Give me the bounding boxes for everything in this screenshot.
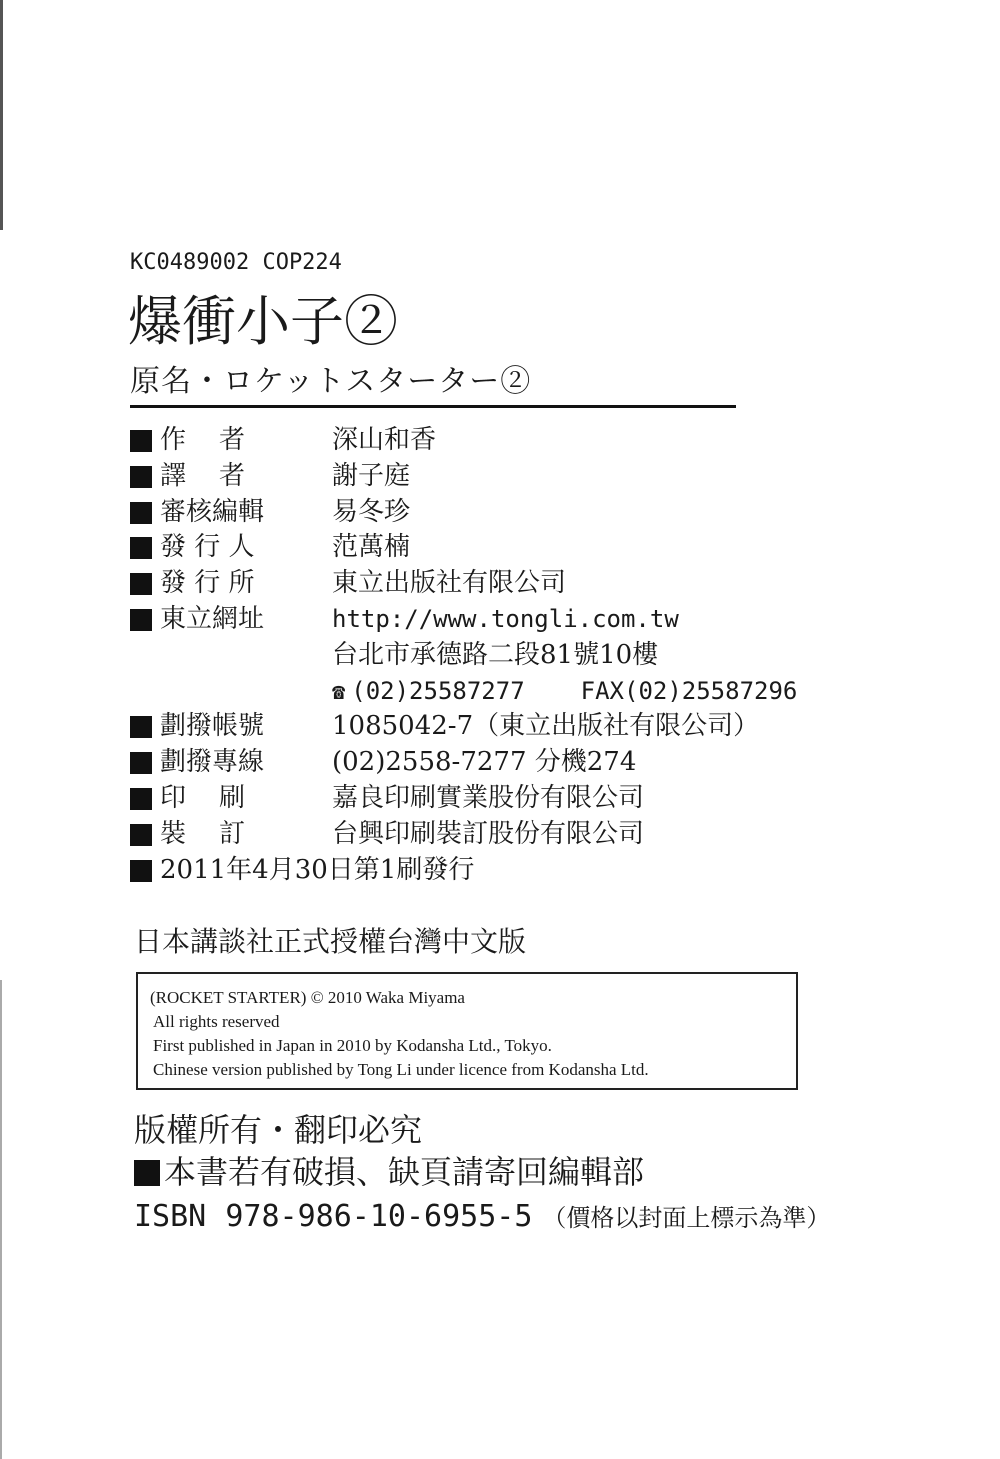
bullet-square-icon (130, 466, 152, 488)
credit-value: 范萬楠 (332, 532, 411, 563)
isbn-number: 978-986-10-6955-5 (225, 1199, 533, 1234)
page-edge-dark (0, 0, 3, 230)
credit-value: 台興印刷裝訂股份有限公司 (332, 818, 645, 849)
copyright-line: (ROCKET STARTER) © 2010 Waka Miyama (150, 988, 465, 1007)
credit-label: 作 者 (160, 425, 246, 455)
address-row (130, 637, 850, 673)
fax-number: FAX(02)25587296 (580, 676, 798, 705)
bullet-square-icon (130, 788, 152, 810)
damage-notice-text: 本書若有破損、缺頁請寄回編輯部 (164, 1153, 645, 1191)
credit-label: 裝 訂 (160, 818, 246, 849)
page-edge-light (0, 980, 2, 1459)
credit-label: 印 刷 (160, 782, 246, 813)
credit-value: 謝子庭 (332, 460, 411, 491)
catalog-code: KC0489002 COP224 (130, 250, 342, 275)
website-link[interactable]: http://www.tongli.com.tw (332, 604, 679, 633)
bullet-square-icon (130, 537, 152, 559)
bullet-square-icon (134, 1160, 160, 1186)
credit-label: 發 行 所 (160, 568, 255, 599)
credit-row-binding (130, 816, 850, 852)
telephone-icon: ☎ (332, 679, 346, 705)
credit-row-editor (130, 494, 850, 530)
credit-value: (02)2558-7277 分機274 (332, 747, 637, 778)
credit-row-author (130, 422, 850, 458)
bullet-square-icon (130, 430, 152, 452)
copyright-box (136, 972, 798, 1090)
credit-row-translator (130, 458, 850, 494)
phone-fax-line (332, 673, 797, 711)
isbn-line (134, 1195, 830, 1240)
credit-label: 東立網址 (160, 603, 265, 634)
bullet-square-icon (130, 860, 152, 882)
credit-value: 深山和香 (332, 425, 437, 455)
original-title: 原名・ロケットスターター② (130, 364, 532, 399)
credit-row-publisher-person (130, 529, 850, 565)
copyright-line: Chinese version published by Tong Li under licence from Kodansha Ltd. (153, 1060, 649, 1079)
credit-label: 譯 者 (160, 460, 246, 491)
address: 台北市承德路二段81號10樓 (332, 639, 659, 670)
page-edge (0, 0, 3, 1459)
book-title: 爆衝小子② (128, 290, 398, 353)
phone-number: (02)25587277 (351, 676, 525, 705)
license-statement: 日本講談社正式授權台灣中文版 (134, 925, 527, 958)
credit-row-printing (130, 780, 850, 816)
damage-notice (134, 1150, 644, 1194)
copyright-line: All rights reserved (153, 1012, 280, 1031)
credit-label: 發 行 人 (160, 532, 255, 563)
first-edition-row (130, 852, 850, 888)
credit-value: 易冬珍 (332, 496, 411, 527)
credit-value: 嘉良印刷實業股份有限公司 (332, 782, 645, 813)
credit-value: 1085042-7（東立出版社有限公司） (332, 711, 760, 742)
credits-list (130, 422, 850, 887)
credit-label: 劃撥專線 (160, 747, 265, 778)
credit-row-publisher (130, 565, 850, 601)
copyright-line: First published in Japan in 2010 by Kodansha Ltd., Tokyo. (153, 1036, 552, 1055)
credit-row-website (130, 601, 850, 637)
credit-label: 審核編輯 (160, 496, 265, 527)
bullet-square-icon (130, 716, 152, 738)
credit-row-hotline (130, 744, 850, 780)
credit-label: 劃撥帳號 (160, 711, 265, 742)
rights-reserved: 版權所有・翻印必究 (134, 1111, 423, 1149)
title-rule (130, 405, 736, 408)
bullet-square-icon (130, 609, 152, 631)
bullet-square-icon (130, 573, 152, 595)
bullet-square-icon (130, 824, 152, 846)
phone-row (130, 673, 850, 709)
price-note: （價格以封面上標示為準） (542, 1204, 831, 1232)
credit-row-account (130, 708, 850, 744)
bullet-square-icon (130, 502, 152, 524)
credit-value: 東立出版社有限公司 (332, 568, 567, 599)
isbn-label: ISBN (134, 1199, 207, 1234)
first-edition-date: 2011年4月30日第1刷發行 (160, 854, 475, 885)
bullet-square-icon (130, 752, 152, 774)
